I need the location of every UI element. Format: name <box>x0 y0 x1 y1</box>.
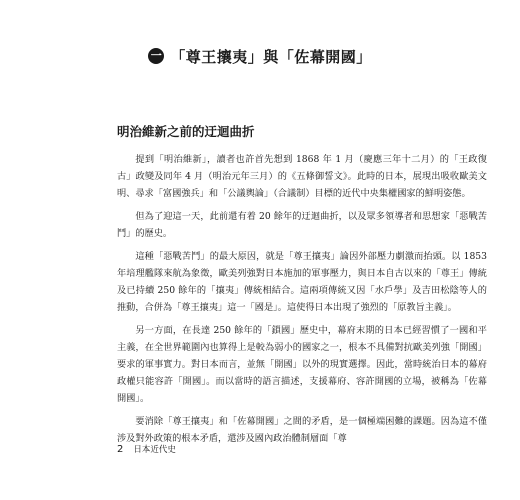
paragraph: 但為了迎這一天，此前還有着 20 餘年的迂迴曲折，以及眾多領導者和思想家「惡戰苦鬥」的歷史。 <box>117 211 487 239</box>
body-text <box>117 151 487 453</box>
paragraph: 要消除「尊王攘夷」和「佐幕開國」之間的矛盾，是一個極端困難的課題。因為這不僅涉及對外政策的根本矛盾，還涉及國內政治體制層面「尊 <box>117 416 487 444</box>
page-footer <box>117 443 176 455</box>
chapter-heading <box>0 44 520 68</box>
paragraph: 另一方面，在長達 250 餘年的「鎖國」歷史中，幕府末期的日本已經習慣了一國和平主義，在全世界範圍內也算得上是較為弱小的國家之一，根本不具備對抗歐美列強「開國」要求的軍事實力。對日本而言，並無「開國」以外的現實選擇。因此，當時統治日本的幕府政權只能容許「開國」。而以當時的語言描述，支援幕府、容許開國的立場，被稱為「佐幕開國」。 <box>117 325 487 404</box>
paragraph: 提到「明治維新」，讀者也許首先想到 1868 年 1 月（慶應三年十二月）的「王政復古」政變及同年 4 月（明治元年三月）的《五條御誓文》。此時的日本，展現出吸收歐美文明、尋求「富國強兵」和「公議輿論」（合議制）目標的近代中央集權國家的鮮明姿態。 <box>117 154 487 199</box>
running-footer-title: 日本近代史 <box>133 445 176 455</box>
paragraph: 這種「惡戰苦鬥」的最大原因，就是「尊王攘夷」論因外部壓力劇激而抬頭。以 1853 年培理艦隊來航為象徵，歐美列強對日本施加的軍事壓力，與日本自古以來的「尊王」傳統及已持續 250 餘年的「攘夷」傳統相結合。這兩項傳統又因「水戶學」及吉田松陰等人的推動，合併為「尊王攘夷」這一「國是」。這使得日本出現了強烈的「原教旨主義」。 <box>117 251 487 313</box>
chapter-number-badge: 一 <box>148 48 164 64</box>
page-number: 2 <box>117 444 124 455</box>
section-heading: 明治維新之前的迂迴曲折 <box>117 124 255 139</box>
chapter-title: 「尊王攘夷」與「佐幕開國」 <box>170 47 372 66</box>
